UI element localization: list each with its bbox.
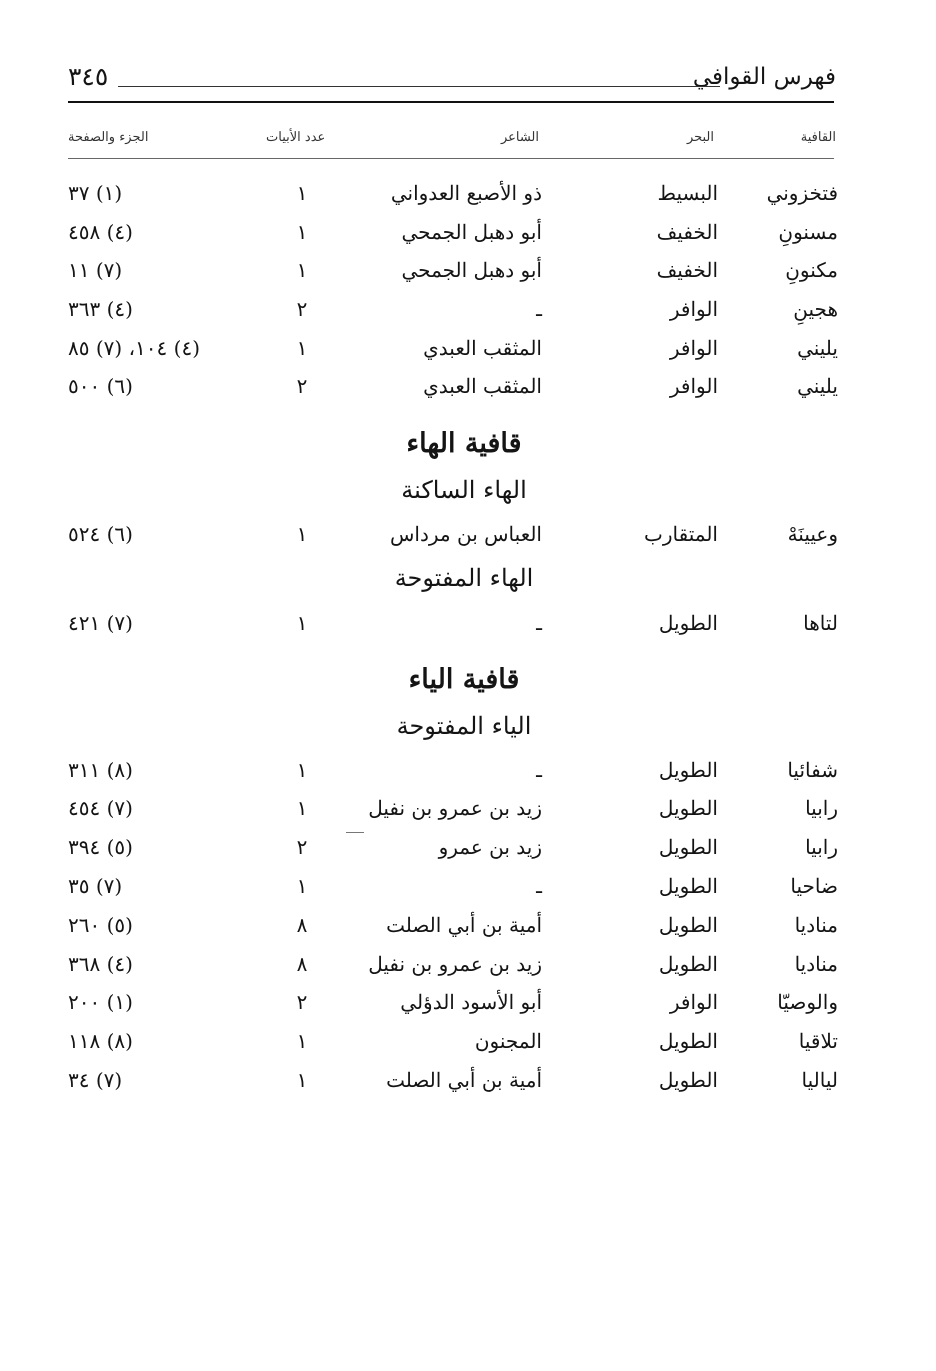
- table-row: [0, 253, 936, 287]
- meter-cell: الخفيف: [656, 220, 718, 244]
- rhyme-cell: هجينِ: [793, 297, 838, 321]
- meter-cell: الطويل: [658, 758, 718, 782]
- subsection-heading-haa-maftuha: الهاء المفتوحة: [394, 564, 534, 592]
- verse-count-cell: ١: [296, 874, 308, 898]
- meter-cell: الوافر: [669, 297, 718, 321]
- page-number: ٣٤٥: [68, 62, 109, 91]
- reference-cell: (١) ٢٠٠: [68, 990, 133, 1014]
- verse-count-cell: ١: [296, 522, 308, 546]
- reference-cell: (٤) ٣٦٨: [68, 952, 133, 976]
- meter-cell: الوافر: [669, 336, 718, 360]
- verse-count-cell: ١: [296, 1068, 308, 1092]
- table-row: [0, 215, 936, 249]
- verse-count-cell: ١: [296, 220, 308, 244]
- table-row: [0, 791, 936, 825]
- meter-cell: الوافر: [669, 990, 718, 1014]
- poet-cell: أبو دهبل الجمحي: [401, 258, 542, 282]
- column-header-rhyme: القافية: [800, 130, 836, 145]
- meter-cell: الطويل: [658, 1029, 718, 1053]
- poet-cell: زيد بن عمرو بن نفيل: [368, 796, 542, 820]
- rhyme-cell: لياليا: [801, 1068, 838, 1092]
- table-row: [0, 606, 936, 640]
- rhyme-cell: رابيا: [805, 835, 838, 859]
- rhyme-cell: ضاحيا: [790, 874, 838, 898]
- rhyme-cell: تلاقيا: [798, 1029, 838, 1053]
- table-row: [0, 331, 936, 365]
- reference-cell: (٧) ٣٤: [68, 1068, 123, 1092]
- reference-cell: (٥) ٣٩٤: [68, 835, 133, 859]
- table-row: [0, 1024, 936, 1058]
- rhyme-cell: لتاها: [803, 611, 838, 635]
- verse-count-cell: ١: [296, 258, 308, 282]
- meter-cell: الوافر: [669, 374, 718, 398]
- meter-cell: الطويل: [658, 611, 718, 635]
- rhyme-cell: يليني: [797, 374, 838, 398]
- table-row: [0, 947, 936, 981]
- header-dash-line: [118, 86, 720, 87]
- subsection-heading-haa-sakina: الهاء الساكنة: [401, 476, 527, 504]
- table-row: [0, 869, 936, 903]
- rhyme-cell: مسنونِ: [778, 220, 838, 244]
- meter-cell: المتقارب: [644, 522, 718, 546]
- reference-cell: (٥) ٢٦٠: [68, 913, 133, 937]
- meter-cell: الطويل: [658, 913, 718, 937]
- verse-count-cell: ٨: [296, 913, 308, 937]
- poet-cell: ـ: [536, 874, 542, 898]
- header-rule: [68, 101, 834, 103]
- reference-cell: (٦) ٥٠٠: [68, 374, 133, 398]
- table-row: [0, 292, 936, 326]
- column-header-meter: البحر: [686, 130, 714, 145]
- poet-cell: أبو دهبل الجمحي: [401, 220, 542, 244]
- column-header-ref: الجزء والصفحة: [68, 130, 149, 145]
- verse-count-cell: ١: [296, 796, 308, 820]
- verse-count-cell: ١: [296, 1029, 308, 1053]
- rhyme-cell: والوصيّا: [777, 990, 838, 1014]
- verse-count-cell: ٢: [296, 990, 308, 1014]
- rhyme-cell: يليني: [797, 336, 838, 360]
- verse-count-cell: ١: [296, 758, 308, 782]
- table-row: [0, 517, 936, 551]
- poet-cell: المثقب العبدي: [423, 336, 542, 360]
- table-row: [0, 830, 936, 864]
- meter-cell: الخفيف: [656, 258, 718, 282]
- poet-cell: المثقب العبدي: [423, 374, 542, 398]
- rhyme-cell: فتخزوني: [766, 181, 838, 205]
- poet-cell: ذو الأصبع العدواني: [390, 181, 542, 205]
- meter-cell: الطويل: [658, 796, 718, 820]
- meter-cell: الطويل: [658, 952, 718, 976]
- rhyme-cell: مناديا: [794, 952, 838, 976]
- verse-count-cell: ٢: [296, 374, 308, 398]
- table-row: [0, 908, 936, 942]
- verse-count-cell: ١: [296, 181, 308, 205]
- reference-cell: (٤) ٣٦٣: [68, 297, 133, 321]
- verse-count-cell: ٢: [296, 297, 308, 321]
- verse-count-cell: ١: [296, 336, 308, 360]
- rhyme-cell: وعيينَهْ: [787, 522, 838, 546]
- poet-cell: أمية بن أبي الصلت: [386, 1068, 542, 1092]
- table-row: [0, 369, 936, 403]
- table-row: [0, 985, 936, 1019]
- poet-cell: أبو الأسود الدؤلي: [400, 990, 542, 1014]
- verse-count-cell: ٨: [296, 952, 308, 976]
- poet-cell: زيد بن عمرو: [438, 835, 542, 859]
- poet-cell: ـ: [536, 297, 542, 321]
- verse-count-cell: ١: [296, 611, 308, 635]
- poet-cell: ـ: [536, 611, 542, 635]
- table-row: [0, 753, 936, 787]
- poet-cell: أمية بن أبي الصلت: [386, 913, 542, 937]
- reference-cell: (٧) ٣٥: [68, 874, 123, 898]
- reference-cell: (٨) ١١٨: [68, 1029, 133, 1053]
- rhyme-cell: رابيا: [805, 796, 838, 820]
- reference-cell: (٤) ٤٥٨: [68, 220, 133, 244]
- rhyme-cell: مكنونِ: [785, 258, 838, 282]
- poet-cell: العباس بن مرداس: [390, 522, 542, 546]
- verse-count-cell: ٢: [296, 835, 308, 859]
- poet-cell: المجنون: [474, 1029, 542, 1053]
- reference-cell: (٦) ٥٢٤: [68, 522, 133, 546]
- meter-cell: البسيط: [657, 181, 718, 205]
- column-header-poet: الشاعر: [500, 130, 539, 145]
- running-header-title: فهرس القوافي: [692, 64, 836, 90]
- poet-cell: ـ: [536, 758, 542, 782]
- reference-cell: (٧) ٤٢١: [68, 611, 133, 635]
- section-heading-haa: قافية الهاء: [406, 428, 522, 459]
- reference-cell: (١) ٣٧: [68, 181, 123, 205]
- section-heading-yaa: قافية الياء: [408, 664, 520, 695]
- subsection-heading-yaa-maftuha: الياء المفتوحة: [396, 712, 532, 740]
- meter-cell: الطويل: [658, 1068, 718, 1092]
- poet-cell: زيد بن عمرو بن نفيل: [368, 952, 542, 976]
- rhyme-cell: شفائيا: [787, 758, 838, 782]
- reference-cell: (٧) ٤٥٤: [68, 796, 133, 820]
- reference-cell: (٤) ١٠٤، (٧) ٨٥: [68, 336, 200, 360]
- reference-cell: (٨) ٣١١: [68, 758, 133, 782]
- table-row: [0, 176, 936, 210]
- column-header-rule: [68, 158, 834, 159]
- reference-cell: (٧) ١١: [68, 258, 123, 282]
- meter-cell: الطويل: [658, 835, 718, 859]
- column-header-verses: عدد الأبيات: [266, 130, 326, 145]
- table-row: [0, 1063, 936, 1097]
- rhyme-cell: مناديا: [794, 913, 838, 937]
- meter-cell: الطويل: [658, 874, 718, 898]
